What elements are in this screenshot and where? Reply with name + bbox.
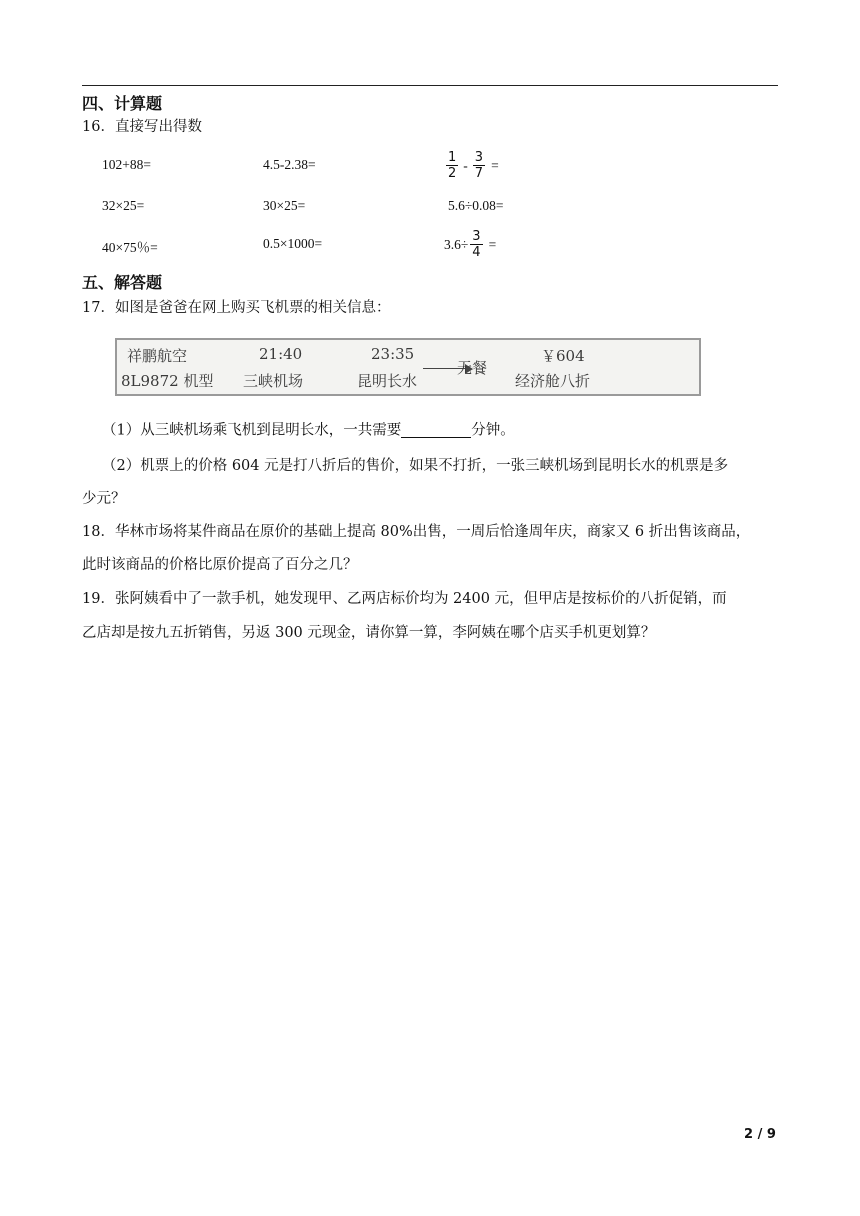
ticket-departure-time: 21:40 [259,345,303,363]
header-rule [82,85,778,86]
question-17-part-2-line-1: （2）机票上的价格 604 元是打八折后的售价，如果不打折，一张三峡机场到昆明长水的机票是多 [102,458,729,474]
calc-item: 4.5-2.38= [263,157,316,172]
question-17-part-1: （1）从三峡机场乘飞机到昆明长水，一共需要 分钟。 [102,422,515,439]
ticket-airline: 祥鹏航空 [127,347,188,365]
fraction: $\frac{3}{7}$ [474,150,484,181]
question-16-prompt: 16．直接写出得数 [82,119,202,135]
answer-blank [401,423,471,438]
ticket-price: ￥604 [541,347,585,365]
calc-item-fraction-divide: 3.6÷ $\frac{3}{4}$ = [444,229,497,260]
calc-item: 102+88= [102,157,151,172]
calc-item: 0.5×1000= [263,236,323,251]
question-19-line-1: 19．张阿姨看中了一款手机，她发现甲、乙两店标价均为 2400 元，但甲店是按标价的八折促销，而 [82,591,727,607]
fraction: $\frac{3}{4}$ [472,229,481,260]
question-18-line-1: 18．华林市场将某件商品在原价的基础上提高 80%出售，一周后恰逢周年庆，商家又 6 折出售该商品， [82,524,751,540]
flight-ticket-image [115,338,701,396]
calc-item-fraction-subtract: $\frac{1}{2}$ - $\frac{3}{7}$ = [448,150,499,181]
ticket-flight: 8L9872 机型 [121,372,214,390]
calc-item: 30×25= [263,198,306,213]
question-19-line-2: 乙店却是按九五折销售，另返 300 元现金，请你算一算，李阿姨在哪个店买手机更划算？ [82,625,656,641]
calc-item: 5.6÷0.08= [448,198,504,213]
page-number: 2 / 9 [744,1127,776,1142]
question-17-part-2-line-2: 少元？ [82,491,126,507]
calc-item: 40×75％= [102,240,158,255]
ticket-departure-airport: 三峡机场 [243,372,304,390]
question-18-line-2: 此时该商品的价格比原价提高了百分之几？ [82,557,358,573]
ticket-cabin: 经济舱八折 [515,372,591,390]
section-title-answers: 五、解答题 [82,273,163,292]
calc-item: 32×25= [102,198,145,213]
ticket-arrival-time: 23:35 [371,345,415,363]
ticket-arrival-airport: 昆明长水 [357,372,418,390]
section-title-calculation: 四、计算题 [82,94,163,113]
fraction: $\frac{1}{2}$ [448,150,457,181]
question-17-prompt: 17．如图是爸爸在网上购买飞机票的相关信息： [82,300,391,316]
ticket-meal: 无餐 [457,359,488,377]
